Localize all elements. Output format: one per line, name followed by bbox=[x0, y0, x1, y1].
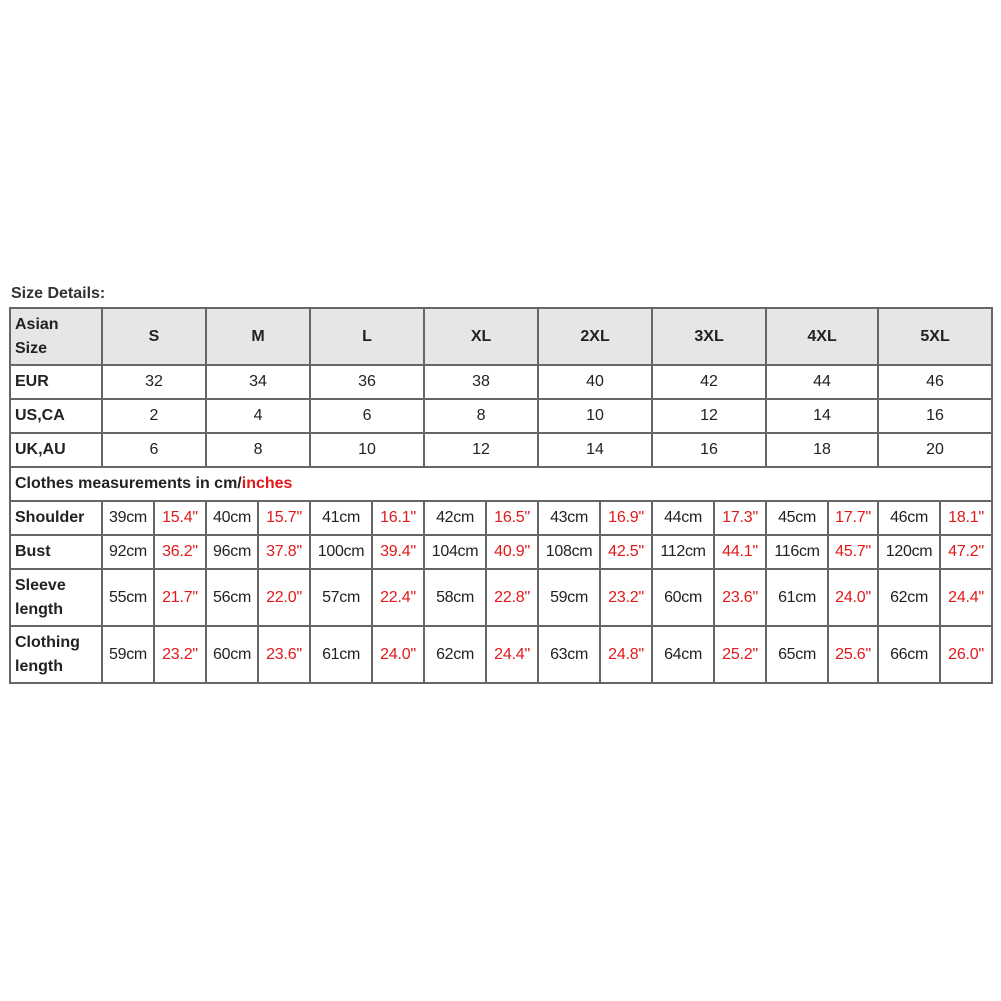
measurement-inch-value: 23.2" bbox=[600, 569, 652, 626]
measurement-inch-value: 40.9" bbox=[486, 535, 538, 569]
measurements-header-row bbox=[10, 467, 992, 501]
measurement-inch-value: 45.7" bbox=[828, 535, 878, 569]
measurement-cm-value: 104cm bbox=[424, 535, 486, 569]
conversion-value: 12 bbox=[652, 399, 766, 433]
conversion-value: 12 bbox=[424, 433, 538, 467]
measurement-inch-value: 39.4" bbox=[372, 535, 424, 569]
measurement-inch-value: 24.0" bbox=[372, 626, 424, 683]
measurement-inch-value: 25.2" bbox=[714, 626, 766, 683]
measurement-cm-value: 112cm bbox=[652, 535, 714, 569]
size-header-cell: 4XL bbox=[766, 308, 878, 365]
measurement-cm-value: 41cm bbox=[310, 501, 372, 535]
conversion-value: 34 bbox=[206, 365, 310, 399]
conversion-row-label: UK,AU bbox=[10, 433, 102, 467]
measurement-inch-value: 17.7" bbox=[828, 501, 878, 535]
measurement-inch-value: 47.2" bbox=[940, 535, 992, 569]
asian-size-label-line2: Size bbox=[15, 339, 48, 357]
asian-size-label bbox=[10, 308, 102, 365]
measurement-cm-value: 55cm bbox=[102, 569, 154, 626]
measurement-inch-value: 16.5" bbox=[486, 501, 538, 535]
conversion-value: 8 bbox=[206, 433, 310, 467]
measurement-row-label bbox=[10, 535, 102, 569]
measurement-row bbox=[10, 535, 992, 569]
measurement-cm-value: 62cm bbox=[424, 626, 486, 683]
asian-size-label-line1: Asian bbox=[15, 315, 59, 333]
measurement-row bbox=[10, 501, 992, 535]
measurement-row bbox=[10, 569, 992, 626]
conversion-value: 10 bbox=[538, 399, 652, 433]
conversion-value: 32 bbox=[102, 365, 206, 399]
measurement-inch-value: 15.4" bbox=[154, 501, 206, 535]
measurement-inch-value: 24.8" bbox=[600, 626, 652, 683]
size-header-cell: 3XL bbox=[652, 308, 766, 365]
measurement-inch-value: 26.0" bbox=[940, 626, 992, 683]
measurement-cm-value: 45cm bbox=[766, 501, 828, 535]
measurement-inch-value: 24.0" bbox=[828, 569, 878, 626]
measurement-inch-value: 23.6" bbox=[258, 626, 310, 683]
measurement-label-line1: Sleeve bbox=[15, 576, 66, 594]
conversion-row bbox=[10, 433, 992, 467]
measurement-inch-value: 15.7" bbox=[258, 501, 310, 535]
conversion-value: 14 bbox=[538, 433, 652, 467]
measurement-cm-value: 42cm bbox=[424, 501, 486, 535]
size-header-cell: XL bbox=[424, 308, 538, 365]
conversion-value: 44 bbox=[766, 365, 878, 399]
measurement-cm-value: 100cm bbox=[310, 535, 372, 569]
measurement-row bbox=[10, 626, 992, 683]
measurement-cm-value: 57cm bbox=[310, 569, 372, 626]
measurement-cm-value: 92cm bbox=[102, 535, 154, 569]
measurement-label-line1: Clothing bbox=[15, 633, 80, 651]
conversion-value: 46 bbox=[878, 365, 992, 399]
measurements-header-unit: inches bbox=[241, 475, 293, 492]
measurement-cm-value: 116cm bbox=[766, 535, 828, 569]
conversion-value: 2 bbox=[102, 399, 206, 433]
conversion-row bbox=[10, 399, 992, 433]
measurement-cm-value: 65cm bbox=[766, 626, 828, 683]
size-header-cell: 5XL bbox=[878, 308, 992, 365]
measurement-cm-value: 61cm bbox=[766, 569, 828, 626]
measurement-cm-value: 43cm bbox=[538, 501, 600, 535]
conversion-value: 14 bbox=[766, 399, 878, 433]
conversion-value: 38 bbox=[424, 365, 538, 399]
measurement-inch-value: 22.8" bbox=[486, 569, 538, 626]
measurement-cm-value: 66cm bbox=[878, 626, 940, 683]
measurement-inch-value: 24.4" bbox=[486, 626, 538, 683]
measurement-cm-value: 62cm bbox=[878, 569, 940, 626]
measurement-cm-value: 64cm bbox=[652, 626, 714, 683]
measurement-inch-value: 23.6" bbox=[714, 569, 766, 626]
conversion-value: 40 bbox=[538, 365, 652, 399]
measurement-inch-value: 17.3" bbox=[714, 501, 766, 535]
measurement-cm-value: 60cm bbox=[652, 569, 714, 626]
conversion-value: 4 bbox=[206, 399, 310, 433]
measurement-inch-value: 42.5" bbox=[600, 535, 652, 569]
measurement-label-line2: length bbox=[15, 657, 63, 675]
conversion-value: 8 bbox=[424, 399, 538, 433]
measurement-cm-value: 46cm bbox=[878, 501, 940, 535]
measurement-cm-value: 61cm bbox=[310, 626, 372, 683]
measurement-inch-value: 25.6" bbox=[828, 626, 878, 683]
conversion-value: 18 bbox=[766, 433, 878, 467]
measurement-inch-value: 21.7" bbox=[154, 569, 206, 626]
size-header-cell: 2XL bbox=[538, 308, 652, 365]
size-header-row bbox=[10, 308, 992, 365]
measurement-cm-value: 59cm bbox=[102, 626, 154, 683]
conversion-value: 16 bbox=[878, 399, 992, 433]
measurement-cm-value: 120cm bbox=[878, 535, 940, 569]
measurement-cm-value: 60cm bbox=[206, 626, 258, 683]
measurement-cm-value: 44cm bbox=[652, 501, 714, 535]
measurement-cm-value: 40cm bbox=[206, 501, 258, 535]
measurement-inch-value: 16.9" bbox=[600, 501, 652, 535]
conversion-value: 6 bbox=[102, 433, 206, 467]
measurement-inch-value: 18.1" bbox=[940, 501, 992, 535]
conversion-row-label: US,CA bbox=[10, 399, 102, 433]
conversion-value: 6 bbox=[310, 399, 424, 433]
size-header-cell: S bbox=[102, 308, 206, 365]
measurement-label-line2: length bbox=[15, 600, 63, 618]
measurement-inch-value: 24.4" bbox=[940, 569, 992, 626]
measurement-row-label bbox=[10, 501, 102, 535]
measurements-header-text: Clothes measurements in cm/ bbox=[15, 475, 242, 492]
measurement-inch-value: 16.1" bbox=[372, 501, 424, 535]
measurement-inch-value: 36.2" bbox=[154, 535, 206, 569]
size-details-caption: Size Details: bbox=[11, 285, 106, 302]
conversion-value: 36 bbox=[310, 365, 424, 399]
measurements-header bbox=[10, 467, 992, 501]
conversion-row-label: EUR bbox=[10, 365, 102, 399]
conversion-value: 42 bbox=[652, 365, 766, 399]
measurement-inch-value: 23.2" bbox=[154, 626, 206, 683]
conversion-value: 10 bbox=[310, 433, 424, 467]
size-chart-table bbox=[9, 307, 993, 684]
measurement-cm-value: 56cm bbox=[206, 569, 258, 626]
measurement-inch-value: 44.1" bbox=[714, 535, 766, 569]
measurement-inch-value: 22.0" bbox=[258, 569, 310, 626]
measurement-row-label bbox=[10, 626, 102, 683]
conversion-value: 16 bbox=[652, 433, 766, 467]
measurement-cm-value: 96cm bbox=[206, 535, 258, 569]
size-header-cell: M bbox=[206, 308, 310, 365]
measurement-cm-value: 39cm bbox=[102, 501, 154, 535]
measurement-label-line1: Shoulder bbox=[15, 509, 85, 526]
measurement-cm-value: 63cm bbox=[538, 626, 600, 683]
conversion-row bbox=[10, 365, 992, 399]
measurement-cm-value: 108cm bbox=[538, 535, 600, 569]
size-header-cell: L bbox=[310, 308, 424, 365]
conversion-value: 20 bbox=[878, 433, 992, 467]
measurement-row-label bbox=[10, 569, 102, 626]
measurement-label-line1: Bust bbox=[15, 543, 51, 560]
measurement-cm-value: 58cm bbox=[424, 569, 486, 626]
measurement-cm-value: 59cm bbox=[538, 569, 600, 626]
measurement-inch-value: 22.4" bbox=[372, 569, 424, 626]
measurement-inch-value: 37.8" bbox=[258, 535, 310, 569]
